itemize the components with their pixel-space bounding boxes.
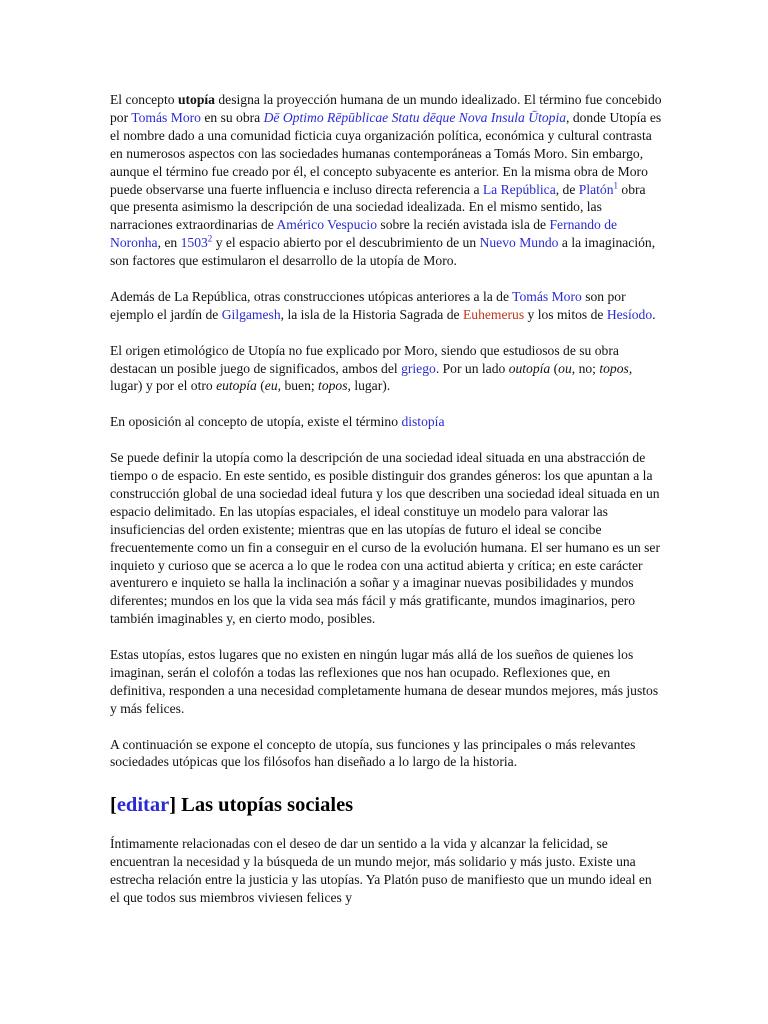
paragraph-distopia: En oposición al concepto de utopía, existe el término distopía (110, 414, 445, 430)
footnote-ref-1[interactable]: 1 (613, 180, 619, 190)
link-nuevo-mundo[interactable]: Nuevo Mundo (479, 235, 559, 251)
link-platon[interactable]: Platón (578, 181, 614, 197)
section-heading: [editar] Las utopías sociales (110, 794, 354, 817)
link-euhemerus[interactable]: Euhemerus (462, 306, 525, 322)
link-la-republica[interactable]: La República (482, 181, 556, 197)
link-1503[interactable]: 1503 (180, 235, 208, 251)
article-body (110, 91, 662, 925)
link-distopia[interactable]: distopía (401, 414, 445, 430)
section-title: Las utopías sociales (176, 794, 354, 817)
link-tomas-moro-2[interactable]: Tomás Moro (512, 288, 582, 304)
paragraph-overview: A continuación se expone el concepto de utopía, sus funciones y las principales o más relevantes sociedades utópicas que los filósofos han diseñado a lo largo de la historia. (110, 736, 636, 770)
link-fernando-de-noronha[interactable]: Fernando de Noronha (110, 217, 618, 251)
link-hesiodo[interactable]: Hesíodo (606, 306, 653, 322)
term-utopia: utopía (177, 92, 215, 107)
paragraph-etymology: El origen etimológico de Utopía no fue explicado por Moro, siendo que estudiosos de su obra destacan un posible juego de significados, ambos del griego. Por un lado outopía (ou, no; topos, lugar) y por el otro eutopía (eu, buen; topos, lugar). (110, 342, 633, 394)
link-tomas-moro[interactable]: Tomás Moro (131, 109, 201, 125)
paragraph-intro: El concepto utopía designa la proyección humana de un mundo idealizado. El término fue concebido por Tomás Moro en su obra Dē Optimo Rēpūblicae Statu dēque Nova Insula Ūtopia, donde Utopía es el nombre dado a una comunidad ficticia cuya organización política, económica y cultural contrasta en numerosos aspectos con las sociedades humanas contemporáneas a Tomás Moro. Sin embargo, aunque el término fue creado por él, el concepto subyacente es anterior. En la misma obra de Moro puede observarse una fuerte influencia e incluso directa referencia a La República, de Platón$^1$ obra que presenta asimismo la descripción de una sociedad idealizada. En el mismo sentido, las narraciones extraordinarias de Américo Vespucio sobre la recién avistada isla de Fernando de Noronha, en 1503$^2$ y el espacio abierto por el descubrimiento de un Nuevo Mundo a la imaginación, son factores que estimularon el desarrollo de la utopía de Moro. (110, 92, 662, 269)
link-griego[interactable]: griego (401, 360, 436, 376)
edit-section-link[interactable]: editar (116, 794, 170, 817)
paragraph-social-utopias: Íntimamente relacionadas con el deseo de dar un sentido a la vida y alcanzar la felicidad, se encuentran la necesidad y la búsqueda de un mundo mejor, más solidario y más justo. Existe una estrecha relación entre la justicia y las utopías. Ya Platón puso de manifiesto que un mundo ideal en el que todos sus miembros viviesen felices y (110, 836, 652, 906)
paragraph-definition: Se puede definir la utopía como la descripción de una sociedad ideal situada en una abstracción de tiempo o de espacio. En este sentido, es posible distinguir dos grandes géneros: los que apuntan a la construcción global de una sociedad ideal futura y los que describen una sociedad ideal situada en un espacio delimitado. En las utopías espaciales, el ideal constituye un modelo para valorar las insuficiencias del orden existente; mientras que en las utopías de futuro el ideal se concibe frecuentemente como un fin a conseguir en el curso de la evolución humana. El ser humano es un ser inquieto y curioso que se acerca a lo que le rodea con una actitud abierta y crítica; en este carácter aventurero e inquieto se halla la inclinación a soñar y a imaginar nuevas posibilidades y mundos diferentes; mundos en los que la vida sea más fácil y más gratificante, mundos imaginarios, pero también imaginables y, en cierto modo, posibles. (110, 450, 660, 627)
paragraph-precedents: Además de La República, otras construcciones utópicas anteriores a la de Tomás Moro son por ejemplo el jardín de Gilgamesh, la isla de la Historia Sagrada de Euhemerus y los mitos de Hesíodo. (110, 288, 656, 322)
link-utopia-book[interactable]: Dē Optimo Rēpūblicae Statu dēque Nova Insula Ūtopia (263, 109, 567, 125)
link-americo-vespucio[interactable]: Américo Vespucio (276, 217, 377, 233)
link-gilgamesh[interactable]: Gilgamesh (221, 306, 281, 322)
paragraph-reflections: Estas utopías, estos lugares que no existen en ningún lugar más allá de los sueños de quienes los imaginan, serán el colofón a todas las reflexiones que nos han ocupado. Reflexiones que, en definitiva, responden a una necesidad completamente humana de desear mundos mejores, más justos y más felices. (110, 647, 659, 716)
footnote-ref-2[interactable]: 2 (207, 233, 213, 244)
